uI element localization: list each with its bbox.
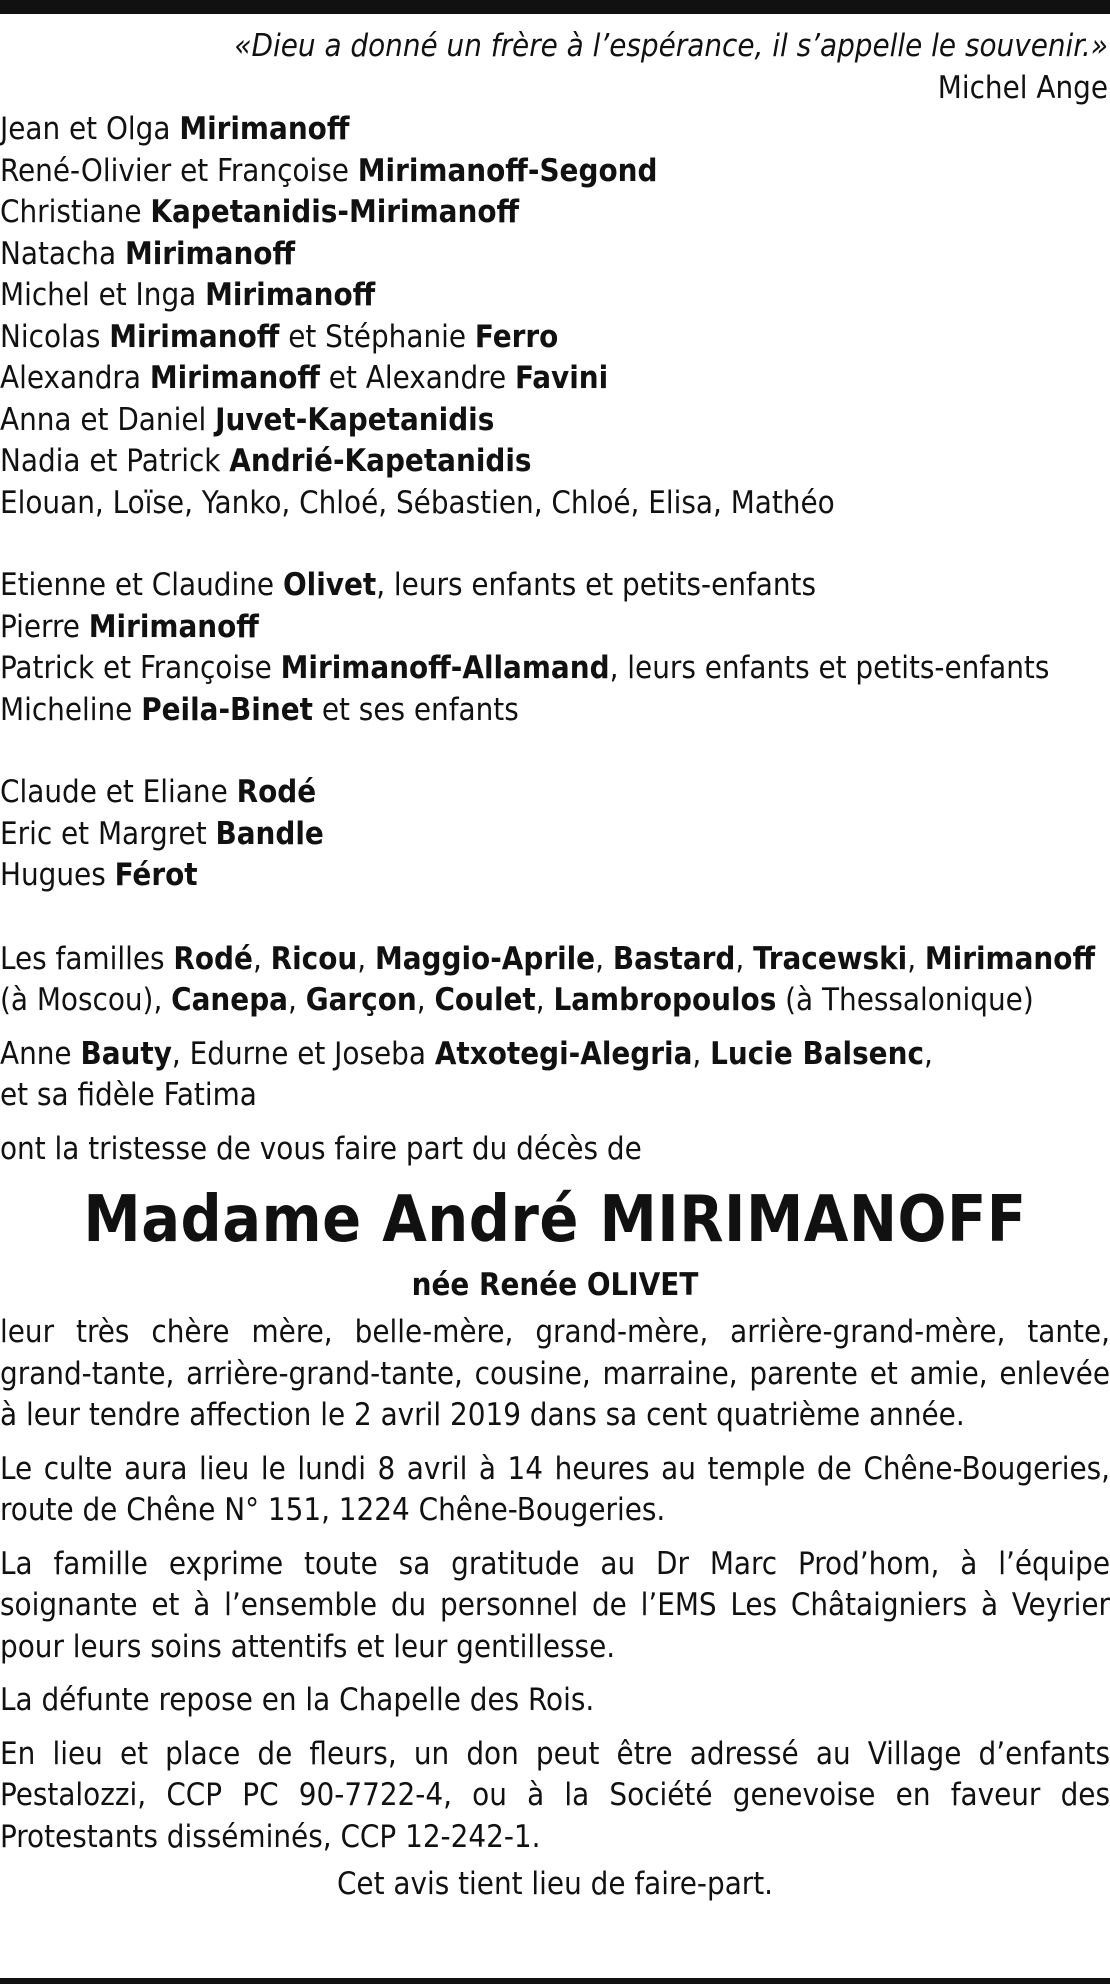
text-segment: (à Thessalonique) (776, 982, 1034, 1018)
text-segment: et ses enfants (312, 691, 519, 728)
family-group-siblings (0, 565, 1110, 731)
paragraph-service: Le culte aura lieu le lundi 8 avril à 14 heures au temple de Chêne-Bougeries, route de Chêne N° 151, 1224 Chêne-Bougeries. (0, 1450, 1110, 1528)
text-segment: , (357, 940, 375, 977)
closing-note: Cet avis tient lieu de faire-part. (336, 1866, 774, 1902)
text-segment: Anna et Daniel (0, 401, 216, 438)
paragraph-gratitude: La famille exprime toute sa gratitude au Dr Marc Prod’hom, à l’équipe soignante et à l’ensemble du personnel de l’EMS Les Châtaigniers à Veyrier pour leurs soins attentifs et leur gentillesse. (0, 1545, 1110, 1665)
text-segment: , (907, 940, 925, 977)
family-line (0, 814, 1110, 856)
paragraph-donations: En lieu et place de fleurs, un don peut être adressé au Village d’enfants Pestalozzi, CCP PC 90-7722-4, ou à la Société genevoise en faveur des Protestants disséminés, CCP 12-242-1. (0, 1735, 1110, 1855)
text-segment: , (735, 940, 754, 977)
surname: Garçon (305, 982, 417, 1018)
surname: Andrié-Kapetanidis (229, 443, 532, 479)
text-segment: , (692, 1035, 711, 1072)
bottom-rule (0, 1978, 1110, 1984)
surname: Bastard (612, 940, 736, 977)
deceased-name: Madame André MIRIMANOFF (83, 1183, 1027, 1257)
surname: Favini (514, 360, 609, 396)
surname: Olivet (282, 567, 377, 603)
maiden-name: née Renée OLIVET (411, 1267, 699, 1303)
surname: Bauty (80, 1035, 172, 1072)
family-line (0, 400, 1110, 442)
family-line (0, 565, 1110, 607)
surname: Atxotegi-Alegria (434, 1035, 693, 1072)
text-segment: Alexandra (0, 360, 150, 396)
text-segment: Jean et Olga (0, 111, 180, 147)
epigraph-author: Michel Ange (937, 69, 1108, 106)
family-line (0, 690, 1110, 732)
top-rule (0, 0, 1110, 14)
family-line (0, 275, 1110, 317)
text-segment: Pierre (0, 608, 89, 645)
text-segment: , (252, 940, 271, 977)
family-line (0, 607, 1110, 649)
obituary-notice (0, 26, 1110, 1906)
surname: Juvet-Kapetanidis (215, 401, 495, 438)
friends-paragraph (0, 1034, 1110, 1117)
announcement-text: ont la tristesse de vous faire part du décès de (0, 1130, 642, 1167)
surname: Mirimanoff (124, 235, 296, 272)
family-line (0, 317, 1110, 359)
surname: Rodé (236, 774, 317, 810)
text-segment: Les familles (0, 940, 174, 977)
spacer (0, 524, 1110, 565)
surname: Ferro (474, 318, 559, 355)
surname: Canepa (171, 982, 288, 1018)
paragraph-relationship: leur très chère mère, belle-mère, grand-mère, arrière-grand-mère, tante, grand-tante, arrière-grand-tante, cousine, marraine, parente et amie, enlevée à leur tendre affection le 2 avril 2019 dans sa cent quatrième année. (0, 1314, 1110, 1433)
surname: Ricou (270, 940, 358, 977)
family-line (0, 441, 1110, 483)
families-paragraph (0, 939, 1110, 1022)
paragraph-resting-place: La défunte repose en la Chapelle des Rois. (0, 1682, 595, 1718)
surname: Mirimanoff (149, 360, 320, 396)
text-segment: , (535, 982, 554, 1018)
family-group-children (0, 109, 1110, 524)
surname: Maggio-Aprile (374, 940, 596, 977)
text-segment: Etienne et Claudine (0, 567, 283, 603)
surname: Mirimanoff (179, 111, 350, 147)
family-line (0, 109, 1110, 151)
surname: Kapetanidis-Mirimanoff (150, 194, 520, 230)
text-segment: (à Moscou), (0, 982, 172, 1018)
text-segment: Hugues (0, 857, 115, 893)
surname: Rodé (173, 940, 253, 977)
spacer (0, 731, 1110, 772)
family-line (0, 855, 1110, 897)
text-segment: Eric et Margret (0, 815, 216, 852)
family-line (0, 483, 1110, 525)
text-segment: et Stéphanie (279, 318, 475, 355)
text-segment: , (924, 1035, 933, 1072)
text-segment: , (595, 940, 613, 977)
epigraph-quote: «Dieu a donné un frère à l’espérance, il s’appelle le souvenir.» (234, 28, 1108, 64)
surname: Lambropoulos (553, 982, 777, 1018)
text-segment: Patrick et Françoise (0, 650, 281, 686)
surname: Mirimanoff (924, 940, 1096, 977)
surname: Peila-Binet (141, 691, 313, 728)
surname: Mirimanoff-Allamand (280, 650, 610, 686)
text-segment: Michel et Inga (0, 277, 206, 313)
family-line (0, 151, 1110, 193)
surname: Mirimanoff-Segond (357, 152, 658, 189)
text-segment: , leurs enfants et petits-enfants (609, 650, 1050, 686)
family-line (0, 648, 1110, 690)
text-segment: , leurs enfants et petits-enfants (376, 567, 817, 603)
text-segment: Christiane (0, 194, 151, 230)
text-segment: Nicolas (0, 318, 110, 355)
family-line (0, 234, 1110, 276)
text-segment: René-Olivier et Françoise (0, 152, 358, 189)
surname: Lucie Balsenc (710, 1035, 924, 1072)
text-segment: Nadia et Patrick (0, 443, 230, 479)
text-segment: Claude et Eliane (0, 774, 237, 810)
surname: Férot (114, 857, 198, 893)
text-segment: Natacha (0, 235, 125, 272)
text-segment: Elouan, Loïse, Yanko, Chloé, Sébastien, Chloé, Elisa, Mathéo (0, 484, 835, 521)
family-line (0, 772, 1110, 814)
surname: Mirimanoff (205, 277, 376, 313)
text-segment: , (416, 982, 435, 1018)
surname: Bandle (215, 815, 324, 852)
family-line (0, 192, 1110, 234)
text-segment: Anne (0, 1035, 81, 1072)
text-segment: et sa fidèle Fatima (0, 1077, 257, 1113)
surname: Mirimanoff (88, 608, 259, 645)
surname: Mirimanoff (109, 318, 280, 355)
family-group-relatives (0, 772, 1110, 897)
surname: Coulet (434, 982, 536, 1018)
surname: Tracewski (753, 940, 908, 977)
text-segment: , (288, 982, 306, 1018)
text-segment: et Alexandre (319, 360, 515, 396)
family-line (0, 358, 1110, 400)
text-segment: Micheline (0, 691, 142, 728)
text-segment: , Edurne et Joseba (171, 1035, 435, 1072)
